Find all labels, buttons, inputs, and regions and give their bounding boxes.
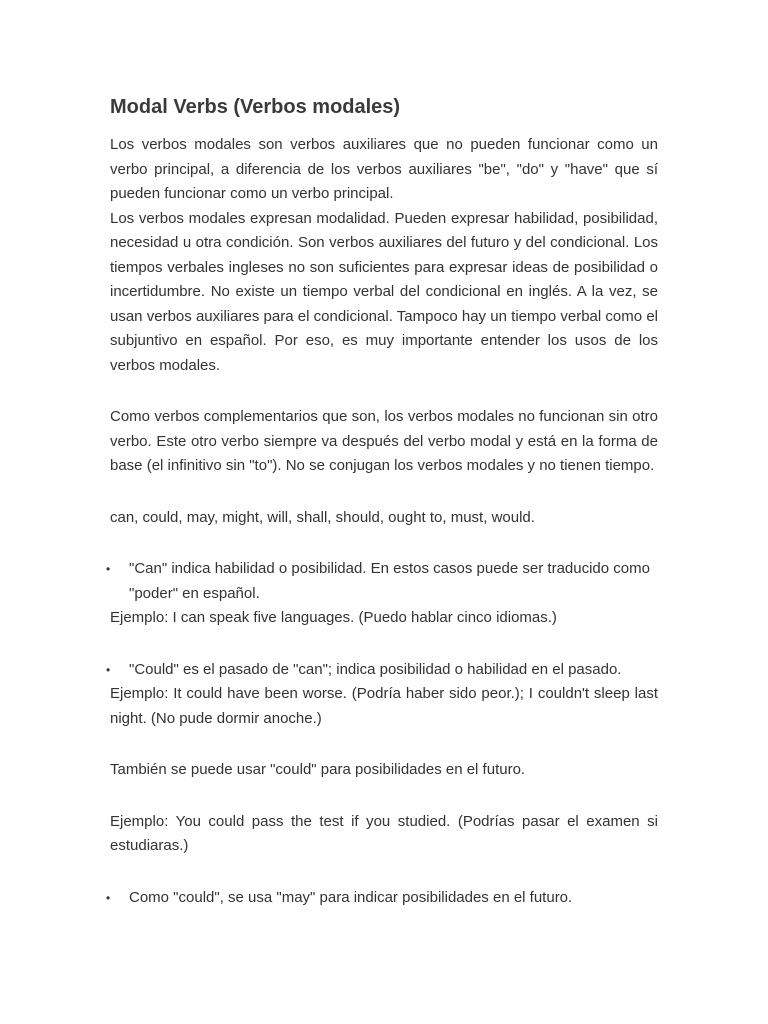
example-could-future: Ejemplo: You could pass the test if you studied. (Podrías pasar el examen si estudiaras.) [110, 812, 658, 854]
bullet-list-could [106, 658, 658, 683]
bullet-item-may [106, 886, 658, 911]
spacer [110, 479, 658, 506]
paragraph-complementary: Como verbos complementarios que son, los verbos modales no funcionan sin otro verbo. Este otro verbo siempre va después del verbo modal y está en la forma de base (el infinitivo sin "to"). No se conjugan los verbos modales y no tienen tiempo. [110, 408, 658, 474]
bullet-text-may: Como "could", se usa "may" para indicar posibilidades en el futuro. [129, 888, 573, 906]
modal-verbs-list: can, could, may, might, will, shall, should, ought to, must, would. [110, 508, 535, 526]
example-could: Ejemplo: It could have been worse. (Podría haber sido peor.); I couldn't sleep last night. (No pude dormir anoche.) [110, 685, 658, 727]
could-future-note: También se puede usar "could" para posibilidades en el futuro. [110, 761, 526, 778]
bullet-icon: • [106, 662, 111, 677]
spacer [110, 731, 658, 758]
spacer [110, 530, 658, 557]
spacer [110, 378, 658, 405]
bullet-text-could: "Could" es el pasado de "can"; indica posibilidad o habilidad en el pasado. [129, 660, 622, 678]
bullet-list-may [106, 886, 658, 911]
bullet-item-can [106, 557, 658, 606]
spacer [110, 631, 658, 658]
spacer [110, 783, 658, 810]
paragraph-intro: Los verbos modales son verbos auxiliares que no pueden funcionar como un verbo principal, a diferencia de los verbos auxiliares "be", "do" y "have" que sí pueden funcionar como un verbo principal. [110, 136, 658, 202]
spacer [110, 859, 658, 886]
example-can: Ejemplo: I can speak five languages. (Puedo hablar cinco idiomas.) [110, 609, 557, 626]
paragraph-modality: Los verbos modales expresan modalidad. Pueden expresar habilidad, posibilidad, necesidad u otra condición. Son verbos auxiliares del futuro y del condicional. Los tiempos verbales ingleses no son suficientes para expresar ideas de posibilidad o incertidumbre. No existe un tiempo verbal del condicional en inglés. A la vez, se usan verbos auxiliares para el condicional. Tampoco hay un tiempo verbal como el subjuntivo en español. Por eso, es muy importante entender los usos de los verbos modales. [110, 209, 658, 374]
bullet-icon: • [106, 890, 111, 905]
document-page [106, 93, 658, 910]
bullet-text-can: "Can" indica habilidad o posibilidad. En estos casos puede ser traducido como "poder" en español. [129, 560, 650, 602]
bullet-list-can [106, 557, 658, 606]
bullet-item-could [106, 658, 658, 683]
document-title: Modal Verbs (Verbos modales) [110, 96, 401, 118]
bullet-icon: • [106, 562, 111, 576]
